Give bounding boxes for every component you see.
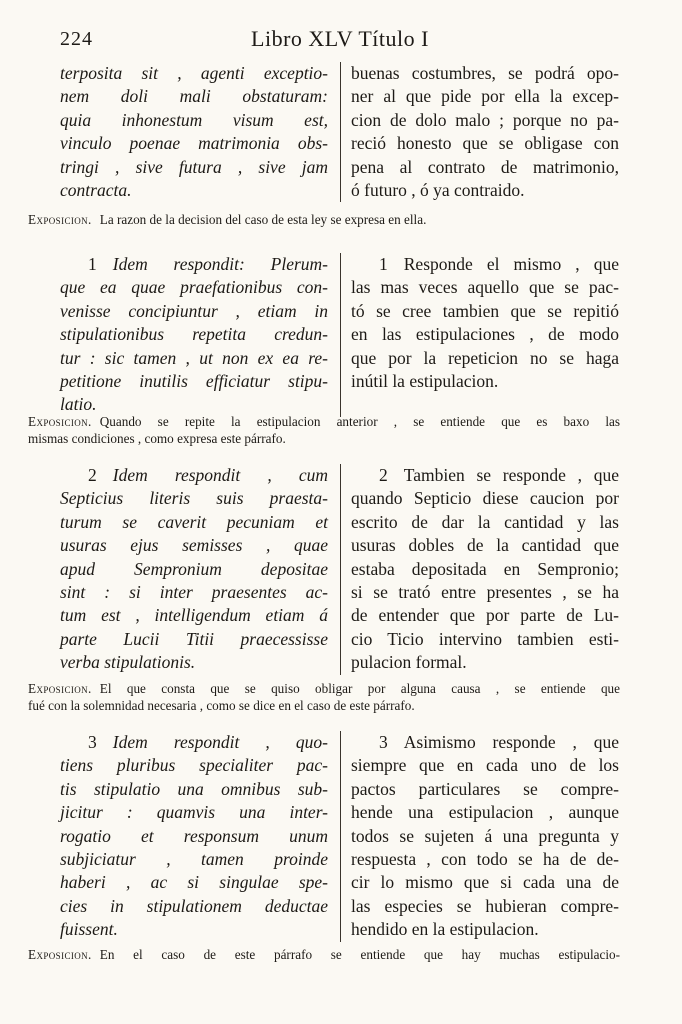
line-text: petitione inutilis efficiatur stipu-	[60, 371, 328, 392]
exposicion-note	[28, 946, 620, 963]
line-text: mismas condiciones , como expresa este párrafo.	[28, 431, 286, 446]
text-line	[28, 680, 620, 697]
line-text: estaba depositada en Sempronio;	[351, 558, 619, 579]
line-text: verba stipulationis.	[60, 652, 196, 673]
line-text: de entender que por parte de Lu-	[351, 605, 619, 626]
line-text: tó se cree tambien que se repitió	[351, 300, 619, 321]
line-text: tis stipulatio una omnibus sub-	[60, 778, 328, 799]
spanish-column	[351, 253, 619, 393]
text-line	[60, 347, 328, 370]
text-line	[351, 825, 619, 848]
line-text: que ea quae praefationibus con-	[60, 277, 328, 298]
text-line	[351, 731, 619, 754]
text-line	[351, 581, 619, 604]
line-text: quia inhonestum visum est,	[60, 109, 328, 130]
text-line	[60, 534, 328, 557]
line-text: respuesta , con todo se ha de de-	[351, 849, 619, 870]
line-text: tum est , intelligendum etiam á	[60, 605, 328, 626]
text-line	[351, 85, 619, 108]
page-header	[60, 26, 620, 56]
paragraph-number: 1	[379, 254, 388, 274]
spanish-column	[351, 464, 619, 675]
text-line	[28, 413, 620, 430]
text-line	[60, 253, 328, 276]
exposicion-label: Exposicion.	[28, 681, 92, 696]
line-text: fuissent.	[60, 919, 118, 940]
text-line	[60, 651, 328, 674]
line-text: haberi , ac si singulae spe-	[60, 872, 328, 893]
exposicion-label: Exposicion.	[28, 947, 92, 962]
text-line	[28, 211, 620, 228]
text-line	[60, 156, 328, 179]
paragraph-number: 3	[379, 732, 388, 752]
text-line	[60, 370, 328, 393]
line-text: si se trató entre presentes , se ha	[351, 582, 619, 603]
text-line	[60, 487, 328, 510]
line-text: cies in stipulationem deductae	[60, 895, 328, 916]
text-line	[28, 430, 620, 447]
text-line	[351, 253, 619, 276]
column-divider	[340, 731, 341, 942]
page-number: 224	[60, 28, 93, 50]
text-line	[60, 825, 328, 848]
line-text: Idem respondit , cum	[112, 465, 328, 485]
text-line	[60, 85, 328, 108]
text-line	[351, 132, 619, 155]
exposicion-note	[28, 413, 620, 447]
line-text: En el caso de este párrafo se entiende que hay muchas estipulacio-	[99, 947, 620, 962]
text-line	[351, 179, 619, 202]
line-text: stipulationibus repetita credun-	[60, 324, 328, 345]
line-text: venisse concipiuntur , etiam in	[60, 300, 328, 321]
line-text: cion de dolo malo ; porque no pa-	[351, 109, 619, 130]
text-line	[60, 801, 328, 824]
text-line	[351, 370, 619, 393]
text-line	[60, 731, 328, 754]
line-text: latio.	[60, 394, 97, 415]
line-text: nem doli mali obstaturam:	[60, 86, 328, 107]
latin-column	[60, 464, 328, 675]
spanish-column	[351, 731, 619, 942]
text-line	[351, 871, 619, 894]
text-line	[351, 628, 619, 651]
text-line	[60, 628, 328, 651]
line-text: usuras dobles de la cantidad que	[351, 535, 619, 556]
line-text: todos se sujeten á una pregunta y	[351, 825, 619, 846]
line-text: tur : sic tamen , ut non ex ea re-	[60, 347, 328, 368]
line-text: inútil la estipulacion.	[351, 371, 499, 392]
text-line	[351, 651, 619, 674]
line-text: Idem respondit , quo-	[112, 732, 328, 752]
line-text: subjiciatur , tamen proinde	[60, 849, 328, 870]
exposicion-note	[28, 680, 620, 714]
line-text: quando Septicio diese caucion por	[351, 488, 619, 509]
text-line	[60, 109, 328, 132]
text-line	[351, 895, 619, 918]
line-text: las mas veces aquello que se pac-	[351, 277, 619, 298]
line-text: hende una estipulacion , aunque	[351, 802, 619, 823]
line-text: siempre que en cada uno de los	[351, 755, 619, 776]
text-line	[351, 156, 619, 179]
text-line	[351, 848, 619, 871]
text-line	[60, 848, 328, 871]
text-line	[60, 464, 328, 487]
latin-column	[60, 731, 328, 942]
line-text: turum se caverit pecuniam et	[60, 511, 328, 532]
text-line	[351, 558, 619, 581]
line-text: Asimismo responde , que	[403, 732, 619, 752]
paragraph-number: 2	[88, 465, 97, 485]
line-text: cir lo mismo que si cada una de	[351, 872, 619, 893]
paragraph-number: 1	[88, 254, 97, 274]
line-text: pena al contrato de matrimonio,	[351, 156, 619, 177]
line-text: las especies se hubieran compre-	[351, 895, 619, 916]
line-text: pactos particulares se compre-	[351, 778, 619, 799]
text-line	[60, 323, 328, 346]
column-divider	[340, 464, 341, 675]
line-text: en las estipulaciones , de modo	[351, 324, 619, 345]
text-line	[351, 300, 619, 323]
text-line	[351, 534, 619, 557]
exposicion-label: Exposicion.	[28, 212, 92, 227]
text-line	[60, 604, 328, 627]
text-line	[60, 179, 328, 202]
line-text: fué con la solemnidad necesaria , como se dice en el caso de este párrafo.	[28, 698, 415, 713]
text-line	[28, 946, 620, 963]
line-text: terposita sit , agenti exceptio-	[60, 63, 328, 83]
line-text: escrito de dar la cantidad y las	[351, 511, 619, 532]
line-text: que por la repeticion no se haga	[351, 347, 619, 368]
text-line	[60, 918, 328, 941]
line-text: rogatio et responsum unum	[60, 825, 328, 846]
running-head: Libro XLV Título I	[251, 26, 429, 51]
text-line	[60, 754, 328, 777]
text-line	[351, 754, 619, 777]
text-line	[351, 109, 619, 132]
line-text: El que consta que se quiso obligar por alguna causa , se entiende que	[99, 681, 620, 696]
line-text: tiens pluribus specialiter pac-	[60, 755, 328, 776]
line-text: usuras ejus semisses , quae	[60, 535, 328, 556]
line-text: Idem respondit: Plerum-	[112, 254, 328, 274]
text-line	[351, 604, 619, 627]
line-text: apud Sempronium depositae	[60, 558, 328, 579]
text-line	[60, 62, 328, 85]
text-line	[60, 581, 328, 604]
paragraph-number: 3	[88, 732, 97, 752]
text-line	[60, 511, 328, 534]
latin-column	[60, 62, 328, 202]
text-line	[351, 62, 619, 85]
line-text: pulacion formal.	[351, 652, 467, 673]
text-line	[60, 778, 328, 801]
line-text: tringi , sive futura , sive jam	[60, 156, 328, 177]
line-text: Tambien se responde , que	[403, 465, 619, 485]
spanish-column	[351, 62, 619, 202]
line-text: parte Lucii Titii praecessisse	[60, 628, 328, 649]
text-line	[60, 558, 328, 581]
line-text: Quando se repite la estipulacion anterior , se entiende que es baxo las	[99, 414, 620, 429]
line-text: vinculo poenae matrimonia obs-	[60, 133, 328, 154]
text-line	[351, 511, 619, 534]
text-line	[351, 918, 619, 941]
text-line	[351, 778, 619, 801]
line-text: La razon de la decision del caso de esta ley se expresa en ella.	[99, 212, 427, 227]
line-text: reció honesto que se obligase con	[351, 133, 619, 154]
text-line	[351, 323, 619, 346]
latin-column	[60, 253, 328, 417]
text-line	[60, 895, 328, 918]
line-text: contracta.	[60, 180, 132, 201]
line-text: jicitur : quamvis una inter-	[60, 802, 328, 823]
text-line	[60, 132, 328, 155]
line-text: buenas costumbres, se podrá opo-	[351, 63, 619, 83]
text-line	[60, 276, 328, 299]
line-text: ó futuro , ó ya contraido.	[351, 180, 525, 201]
exposicion-note	[28, 211, 620, 228]
text-line	[351, 347, 619, 370]
line-text: Septicius literis suis praesta-	[60, 488, 328, 509]
text-line	[60, 300, 328, 323]
text-line	[351, 801, 619, 824]
text-line	[351, 276, 619, 299]
exposicion-label: Exposicion.	[28, 414, 92, 429]
paragraph-number: 2	[379, 465, 388, 485]
column-divider	[340, 253, 341, 417]
line-text: cio Ticio intervino tambien esti-	[351, 628, 619, 649]
line-text: Responde el mismo , que	[403, 254, 619, 274]
text-line	[351, 487, 619, 510]
text-line	[28, 697, 620, 714]
line-text: ner al que pide por ella la excep-	[351, 86, 619, 107]
line-text: sint : si inter praesentes ac-	[60, 582, 328, 603]
text-line	[351, 464, 619, 487]
line-text: hendido en la estipulacion.	[351, 919, 539, 940]
column-divider	[340, 62, 341, 202]
text-line	[60, 871, 328, 894]
